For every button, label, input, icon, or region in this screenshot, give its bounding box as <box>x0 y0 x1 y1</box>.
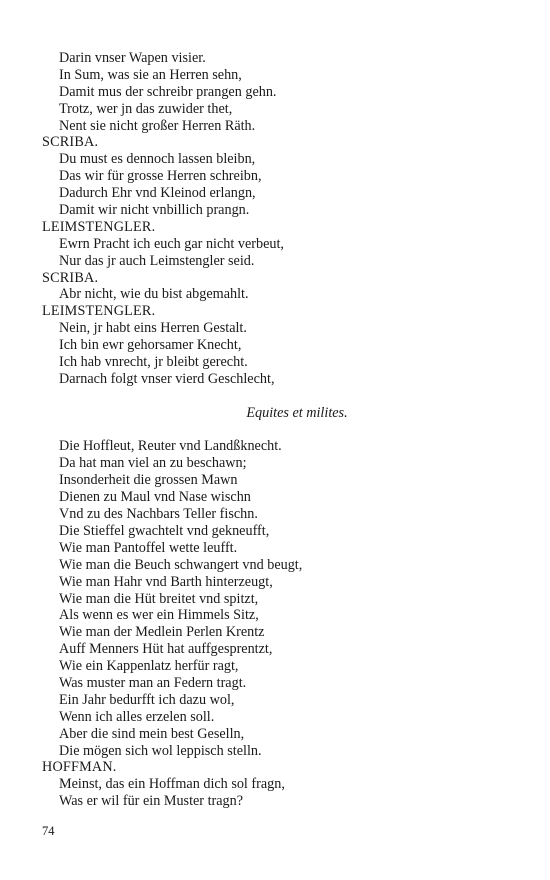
verse-line: Trotz, wer jn das zuwider thet, <box>59 100 233 117</box>
speaker-name: HOFFMAN. <box>42 759 117 776</box>
speaker-name: SCRIBA. <box>42 269 99 286</box>
verse-line: Wie man der Medlein Perlen Krentz <box>59 624 265 641</box>
verse-line: Die mögen sich wol leppisch stelln. <box>59 742 262 759</box>
speaker-name: SCRIBA. <box>42 134 99 151</box>
verse-line: Wenn ich alles erzelen soll. <box>59 708 215 725</box>
verse-line: Was er wil für ein Muster tragn? <box>59 793 244 810</box>
verse-line: Was muster man an Federn tragt. <box>59 674 247 691</box>
verse-line: Damit wir nicht vnbillich prangn. <box>59 202 250 219</box>
verse-line: Damit mus der schreibr prangen gehn. <box>59 83 277 100</box>
verse-line: Die Stieffel gwachtelt vnd gekneufft, <box>59 522 270 539</box>
blank-line <box>42 422 512 439</box>
verse-line: Dadurch Ehr vnd Kleinod erlangn, <box>59 185 256 202</box>
verse-line: Ich hab vnrecht, jr bleibt gerecht. <box>59 354 248 371</box>
page-number: 74 <box>42 824 55 838</box>
blank-line <box>42 388 512 405</box>
verse-line: Abr nicht, wie du bist abgemahlt. <box>59 286 249 303</box>
verse-line: Als wenn es wer ein Himmels Sitz, <box>59 607 259 624</box>
verse-line: Wie ein Kappenlatz herfür ragt, <box>59 658 239 675</box>
verse-text-block <box>42 50 512 810</box>
verse-line: Ein Jahr bedurfft ich dazu wol, <box>59 691 235 708</box>
verse-line: Darin vnser Wapen visier. <box>59 50 206 66</box>
verse-line: Die Hoffleut, Reuter vnd Landßknecht. <box>59 438 282 455</box>
verse-line: Darnach folgt vnser vierd Geschlecht, <box>59 370 275 387</box>
section-heading: Equites et milites. <box>246 404 348 421</box>
verse-line: Meinst, das ein Hoffman dich sol fragn, <box>59 776 285 793</box>
verse-line: In Sum, was sie an Herren sehn, <box>59 66 242 83</box>
speaker-name: LEIMSTENGLER. <box>42 218 156 235</box>
verse-line: Insonderheit die grossen Mawn <box>59 472 238 489</box>
verse-line: Dienen zu Maul vnd Nase wischn <box>59 489 251 506</box>
verse-line: Auff Menners Hüt hat auffgesprentzt, <box>59 641 273 658</box>
verse-line: Ich bin ewr gehorsamer Knecht, <box>59 337 242 354</box>
verse-line: Wie man die Hüt breitet vnd spitzt, <box>59 590 259 607</box>
verse-line: Nur das jr auch Leimstengler seid. <box>59 252 255 269</box>
verse-line: Wie man Pantoffel wette leufft. <box>59 539 238 556</box>
verse-line: Da hat man viel an zu beschawn; <box>59 455 247 472</box>
verse-line: Aber die sind mein best Geselln, <box>59 725 245 742</box>
verse-line: Vnd zu des Nachbars Teller fischn. <box>59 506 258 523</box>
verse-line: Wie man die Beuch schwangert vnd beugt, <box>59 556 303 573</box>
verse-line: Das wir für grosse Herren schreibn, <box>59 168 262 185</box>
verse-line: Du must es dennoch lassen bleibn, <box>59 151 256 168</box>
verse-line: Nent sie nicht großer Herren Räth. <box>59 117 256 134</box>
verse-line: Wie man Hahr vnd Barth hinterzeugt, <box>59 573 273 590</box>
verse-line: Nein, jr habt eins Herren Gestalt. <box>59 320 247 337</box>
verse-line: Ewrn Pracht ich euch gar nicht verbeut, <box>59 235 284 252</box>
speaker-name: LEIMSTENGLER. <box>42 303 156 320</box>
